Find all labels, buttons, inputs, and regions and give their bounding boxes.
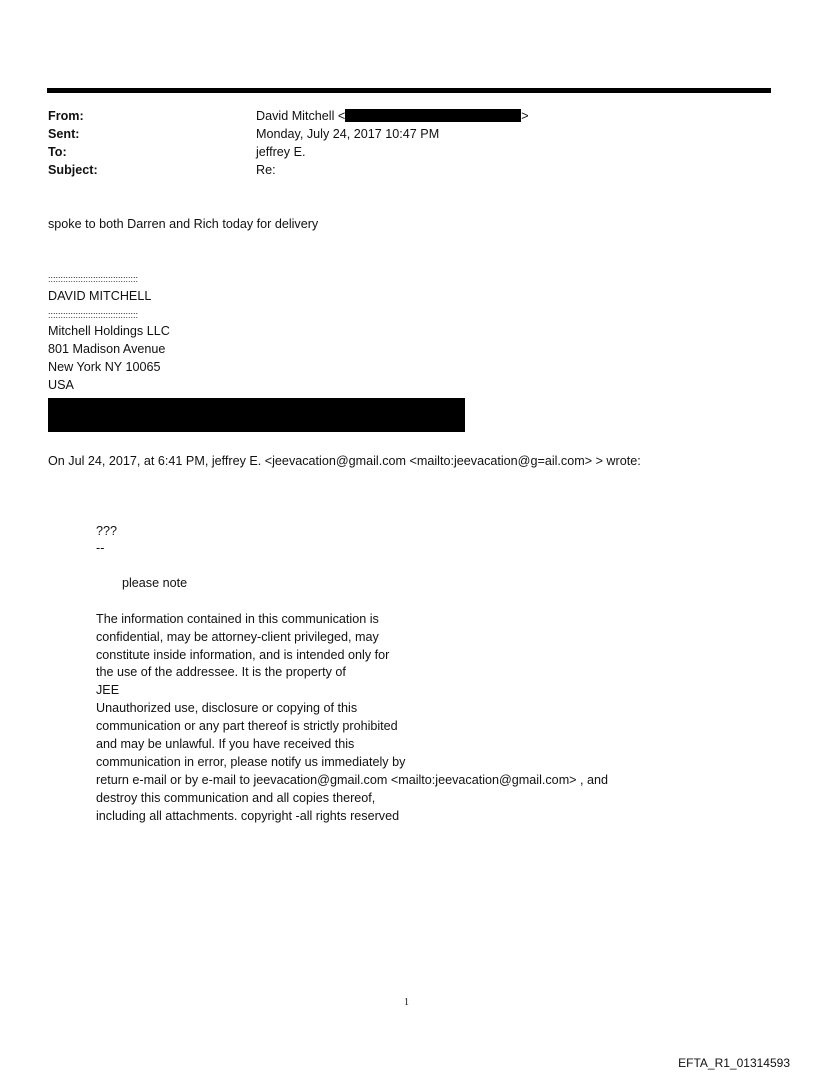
document-id: EFTA_R1_01314593 [678, 1056, 790, 1070]
signature-divider: :::::::::::::::::::::::::::::::::::: [48, 310, 139, 320]
subject-label: Subject: [48, 163, 98, 177]
from-label: From: [48, 109, 84, 123]
disclaimer-line: return e-mail or by e-mail to jeevacation@gmail.com <mailto:jeevacation@gmail.com> , and [96, 773, 609, 787]
quote-line: -- [96, 541, 105, 555]
disclaimer-line: confidential, may be attorney-client privileged, may [96, 630, 379, 644]
to-label: To: [48, 145, 67, 159]
signature-address-line: 801 Madison Avenue [48, 342, 166, 356]
disclaimer-line: Unauthorized use, disclosure or copying of this [96, 701, 358, 715]
disclaimer-line: communication or any part thereof is strictly prohibited [96, 719, 398, 733]
header-rule [47, 88, 771, 93]
to-value: jeffrey E. [256, 145, 306, 159]
from-name: David Mitchell < [256, 109, 346, 123]
quote-attribution: On Jul 24, 2017, at 6:41 PM, jeffrey E. <jeevacation@gmail.com <mailto:jeevacation@g=ail.com> > wrote: [48, 454, 641, 468]
signature-divider: :::::::::::::::::::::::::::::::::::: [48, 274, 139, 284]
disclaimer-line: JEE [96, 683, 120, 697]
sent-label: Sent: [48, 127, 80, 141]
quote-note: please note [122, 576, 188, 590]
sent-value: Monday, July 24, 2017 10:47 PM [256, 127, 440, 141]
from-value [256, 107, 529, 125]
disclaimer-line: constitute inside information, and is intended only for [96, 648, 390, 662]
signature-address-line: New York NY 10065 [48, 360, 161, 374]
disclaimer-line: and may be unlawful. If you have received this [96, 737, 355, 751]
disclaimer-line: the use of the addressee. It is the property of [96, 665, 346, 679]
disclaimer-line: communication in error, please notify us immediately by [96, 755, 406, 769]
disclaimer-line: destroy this communication and all copies thereof, [96, 791, 376, 805]
disclaimer-line: The information contained in this communication is [96, 612, 379, 626]
quote-line: ??? [96, 524, 118, 538]
redaction-block [48, 398, 465, 432]
redaction-email [345, 109, 521, 122]
signature-company: Mitchell Holdings LLC [48, 324, 170, 338]
signature-country: USA [48, 378, 74, 392]
from-close: > [521, 109, 529, 123]
page-number: 1 [404, 997, 409, 1008]
subject-value: Re: [256, 163, 276, 177]
disclaimer-line: including all attachments. copyright -all rights reserved [96, 809, 400, 823]
message-body: spoke to both Darren and Rich today for delivery [48, 217, 319, 231]
signature-name: DAVID MITCHELL [48, 289, 152, 303]
